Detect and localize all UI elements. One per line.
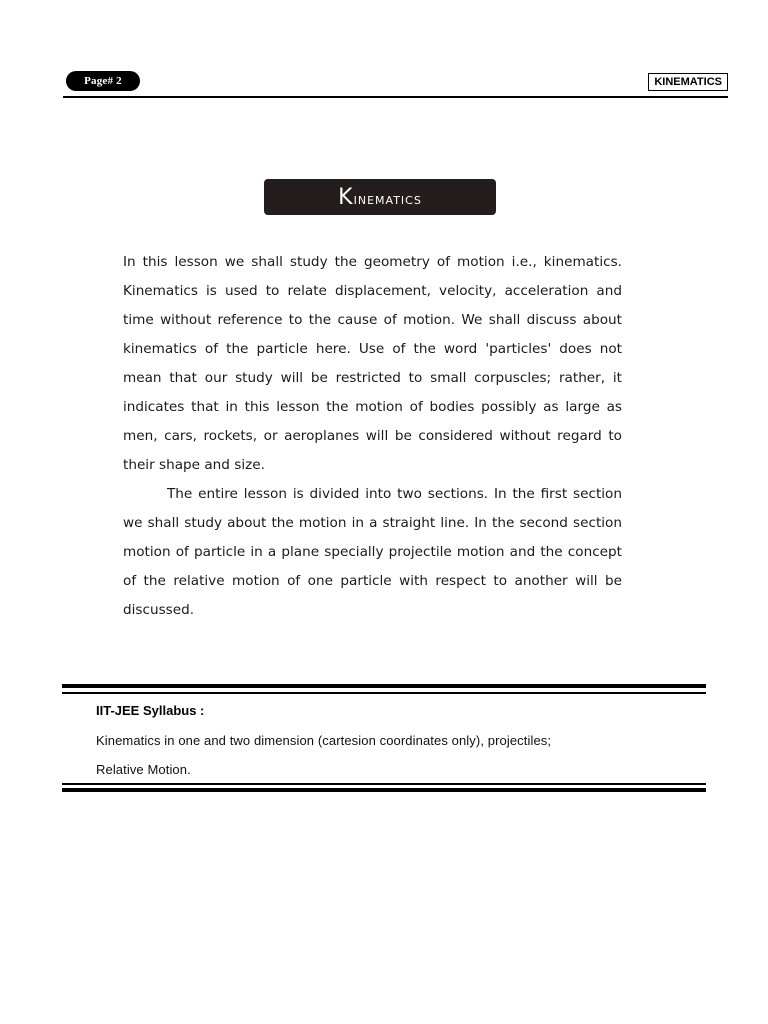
chapter-tag: KINEMATICS (648, 73, 728, 91)
header-divider (63, 96, 728, 98)
syllabus-heading: IIT-JEE Syllabus : (96, 703, 205, 718)
chapter-title-banner (264, 179, 496, 215)
chapter-title-initial: K (338, 185, 354, 210)
syllabus-top-rule-thin (62, 692, 706, 694)
syllabus-bottom-rule-thick (62, 788, 706, 792)
syllabus-top-rule-thick (62, 684, 706, 688)
syllabus-bottom-rule-thin (62, 783, 706, 785)
intro-paragraph-1: In this lesson we shall study the geometry of motion i.e., kinematics. Kinematics is used to relate displacement, velocity, acceleration and time without reference to the cause of motion. We shall discuss about kinematics of the particle here. Use of the word 'particles' does not mean that our study will be restricted to small corpuscles; rather, it indicates that in this lesson the motion of bodies possibly as large as men, cars, rockets, or aeroplanes will be considered without regard to their shape and size. (123, 254, 622, 473)
intro-text-block (123, 248, 622, 625)
syllabus-line-2: Relative Motion. (96, 762, 191, 777)
page-number-badge: Page# 2 (66, 71, 140, 91)
syllabus-line-1: Kinematics in one and two dimension (cartesion coordinates only), projectiles; (96, 733, 552, 748)
chapter-title-rest: inematics (353, 190, 422, 208)
intro-paragraph-2: The entire lesson is divided into two sections. In the first section we shall study about the motion in a straight line. In the second section motion of particle in a plane specially projectile motion and the concept of the relative motion of one particle with respect to another will be discussed. (123, 486, 622, 618)
